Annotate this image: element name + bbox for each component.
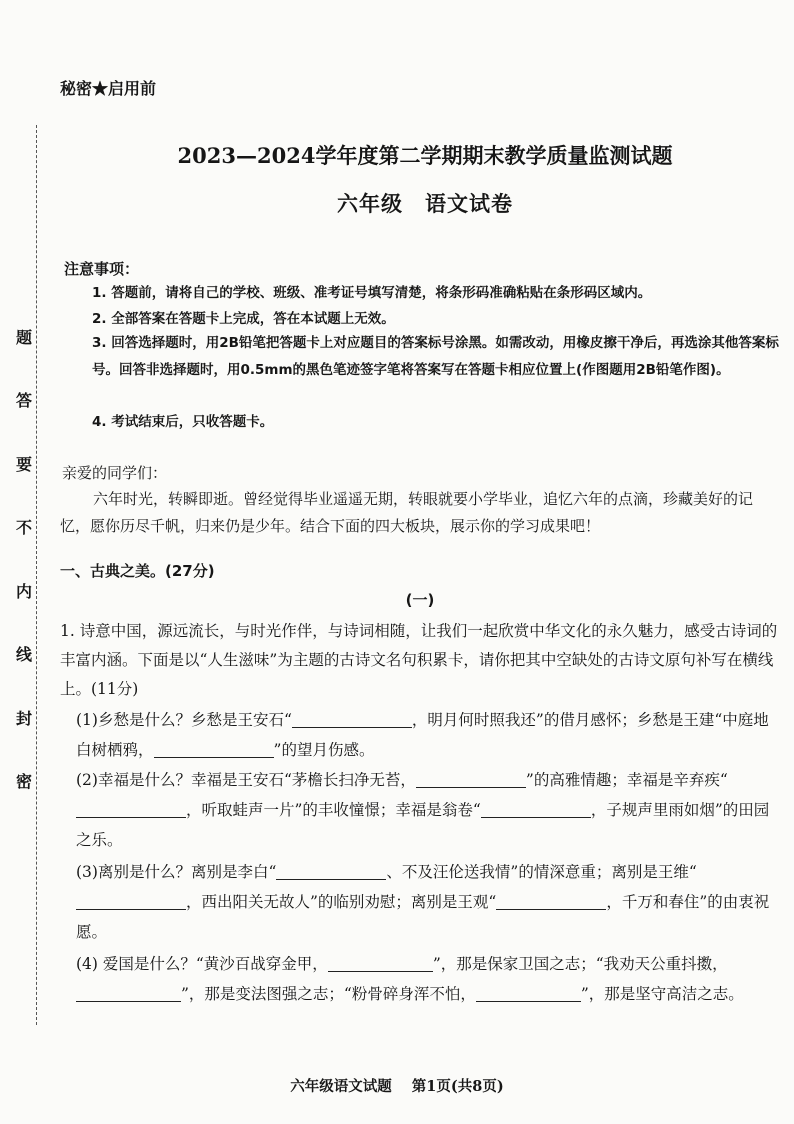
- binding-char: 密: [15, 771, 32, 791]
- footer-subject: 六年级语文试题: [290, 1078, 392, 1095]
- footer-page-number: 第1页(共8页): [411, 1078, 504, 1095]
- answer-blank[interactable]: [154, 737, 274, 758]
- question-1-item-4: [76, 949, 782, 1009]
- item-text: ，千万和春住”的由衷祝愿。: [76, 893, 770, 941]
- item-text: ，子规声里雨如烟”的田园之乐。: [76, 801, 770, 849]
- notes-heading: 注意事项：: [64, 260, 140, 278]
- item-text: ”，那是保家卫国之志；“我劝天公重抖擞，: [432, 955, 728, 973]
- binding-char: 封: [15, 708, 32, 728]
- exam-title: 2023—2024学年度第二学期期末教学质量监测试题: [177, 143, 673, 168]
- answer-blank[interactable]: [276, 859, 386, 880]
- answer-blank[interactable]: [76, 797, 186, 818]
- item-text: 、不及汪伦送我情”的情深意重；离别是王维“: [386, 863, 697, 881]
- answer-blank[interactable]: [481, 797, 591, 818]
- item-text: (4) 爱国是什么？“黄沙百战穿金甲，: [76, 955, 328, 973]
- intro-paragraph: 六年时光，转瞬即逝。曾经觉得毕业遥遥无期，转眼就要小学毕业，追忆六年的点滴，珍藏美好的记忆，愿你历尽千帆，归来仍是少年。结合下面的四大板块，展示你的学习成果吧！: [60, 490, 754, 535]
- item-text: ”的望月伤感。: [273, 741, 375, 759]
- section-heading: 一、古典之美。(27分): [60, 562, 215, 580]
- page-footer: [0, 1075, 794, 1096]
- question-1-item-2: [76, 765, 782, 855]
- item-text: (2)幸福是什么？幸福是王安石“茅檐长扫净无苔，: [76, 771, 416, 789]
- binding-char: 线: [15, 645, 32, 665]
- question-1-stem: 1. 诗意中国，源远流长，与时光作伴，与诗词相随，让我们一起欣赏中华文化的永久魅力，感受古诗词的丰富内涵。下面是以“人生滋味”为主题的古诗文名句积累卡，请你把其中空缺处的古诗文原句补写在横线上。(11分): [60, 622, 778, 698]
- note-item: 3. 回答选择题时，用2B铅笔把答题卡上对应题目的答案标号涂黑。如需改动，用橡皮擦干净后，再选涂其他答案标号。回答非选择题时，用0.5mm的黑色笔迹签字笔将答案写在答题卡相应位置上(作图题用2B铅笔作图)。: [92, 335, 779, 378]
- note-item: 2. 全部答案在答题卡上完成，答在本试题上无效。: [92, 311, 395, 327]
- item-text: ”的高雅情趣；幸福是辛弃疾“: [525, 771, 728, 789]
- greeting: 亲爱的同学们：: [62, 464, 168, 482]
- question-1-item-1: [76, 705, 782, 765]
- item-text: (3)离别是什么？离别是李白“: [76, 863, 277, 881]
- item-text: ”，那是变法图强之志；“粉骨碎身浑不怕，: [181, 985, 476, 1003]
- answer-blank[interactable]: [496, 889, 606, 910]
- answer-blank[interactable]: [76, 889, 186, 910]
- binding-notice-vertical: [6, 330, 42, 790]
- answer-blank[interactable]: [476, 981, 581, 1002]
- answer-blank[interactable]: [416, 767, 526, 788]
- binding-char: 答: [15, 391, 32, 411]
- item-text: ，听取蛙声一片”的丰收憧憬；幸福是翁卷“: [186, 801, 481, 819]
- item-text: ，西出阳关无故人”的临别劝慰；离别是王观“: [186, 893, 497, 911]
- binding-char: 题: [15, 328, 32, 347]
- question-1-item-3: [76, 857, 782, 947]
- item-text: ，明月何时照我还”的借月感怀；乡愁是王建“中庭地白树栖鸦，: [76, 711, 769, 759]
- item-text: (1)乡愁是什么？乡愁是王安石“: [76, 711, 292, 729]
- binding-char: 内: [15, 581, 32, 601]
- answer-blank[interactable]: [76, 981, 181, 1002]
- note-item: 4. 考试结束后，只收答题卡。: [92, 414, 274, 430]
- note-item: 1. 答题前，请将自己的学校、班级、准考证号填写清楚，将条形码准确粘贴在条形码区域内。: [92, 285, 652, 301]
- binding-char: 不: [15, 518, 32, 538]
- binding-char: 要: [15, 454, 32, 474]
- part-heading: (一): [405, 591, 435, 609]
- answer-blank[interactable]: [292, 707, 412, 728]
- item-text: ”，那是坚守高洁之志。: [580, 985, 744, 1003]
- answer-blank[interactable]: [328, 951, 433, 972]
- confidential-mark: 秘密★启用前: [60, 79, 157, 98]
- exam-subtitle: 六年级 语文试卷: [337, 191, 513, 216]
